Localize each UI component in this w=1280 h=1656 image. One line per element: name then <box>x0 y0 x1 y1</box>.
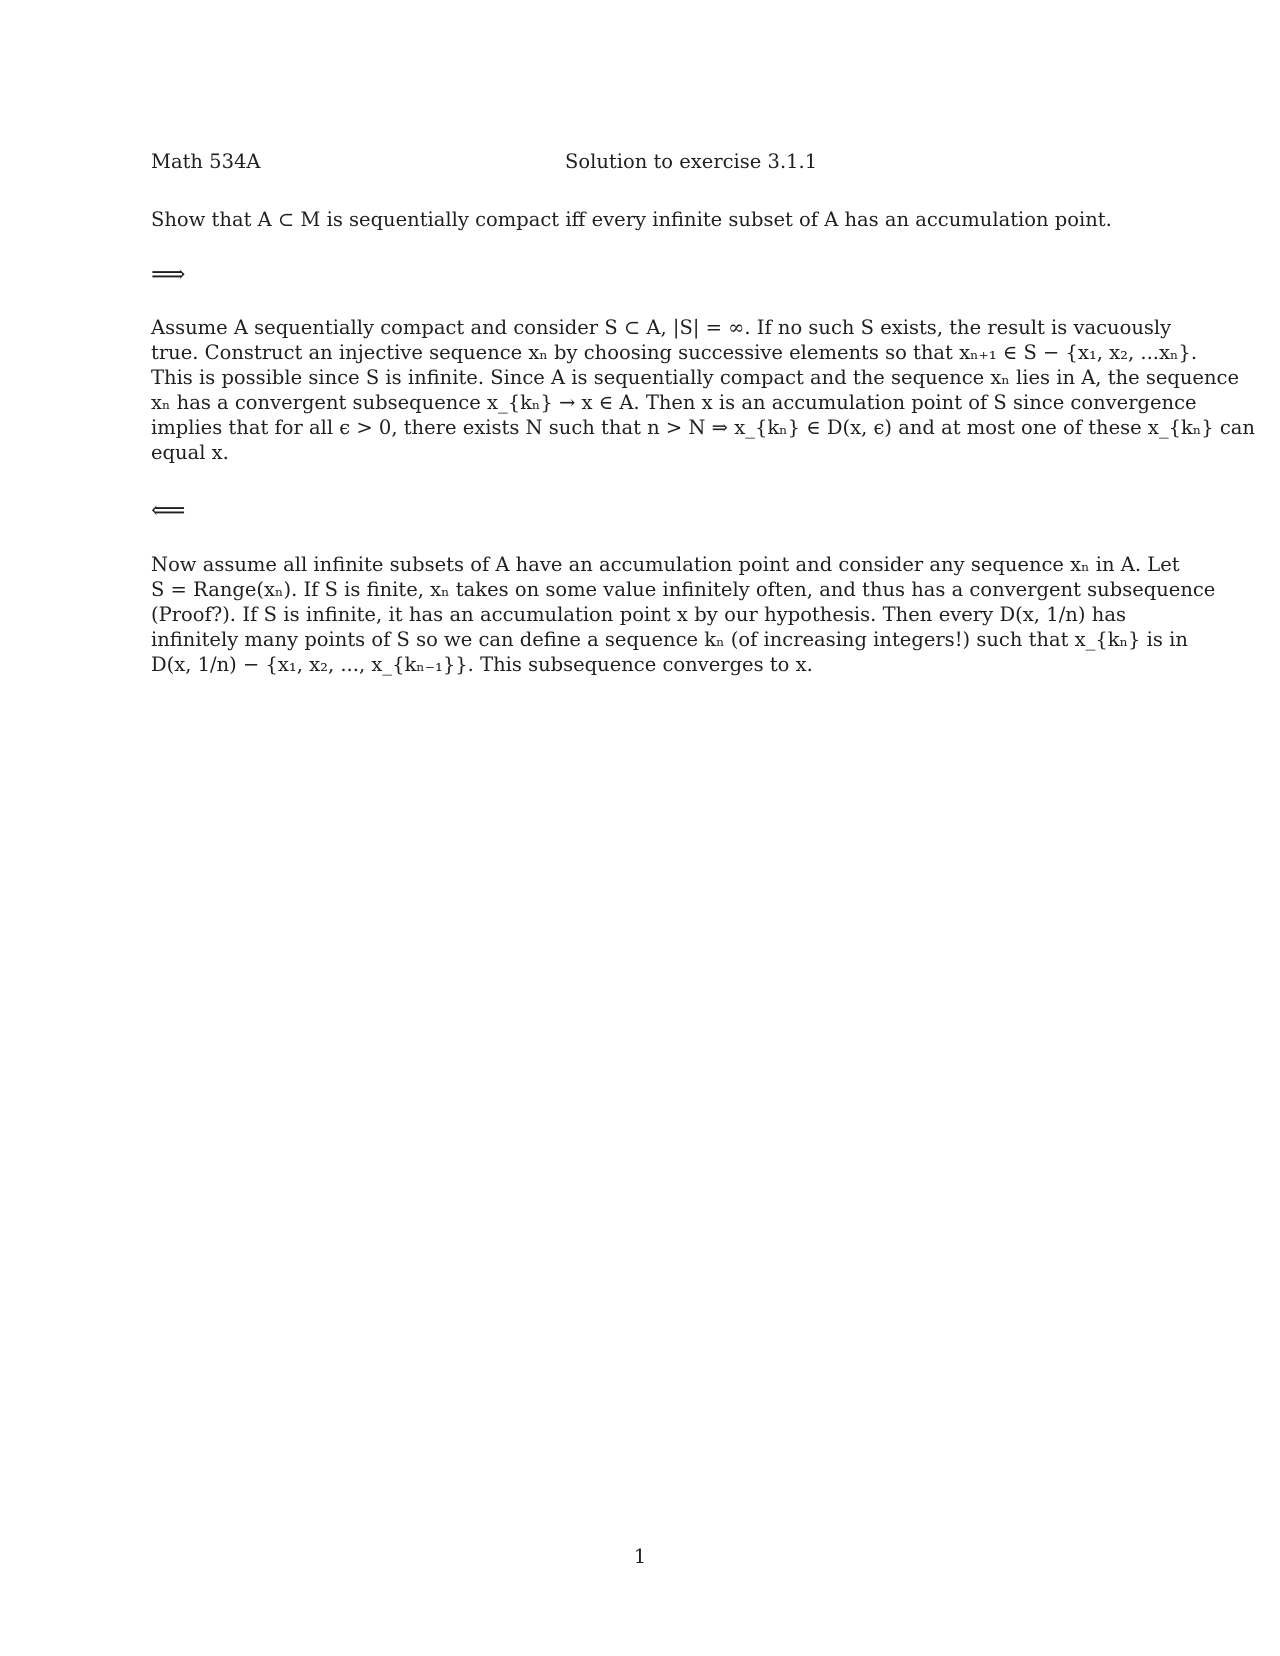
implies-left-arrow: ⟸ <box>151 496 184 524</box>
proof-line: implies that for all ϵ > 0, there exists N such that n > N ⇒ x_{kₙ} ∈ D(x, ϵ) and at most one of these x_{kₙ} can <box>151 416 1255 439</box>
course-name: Math 534A <box>151 150 261 173</box>
proof-line: Assume A sequentially compact and consider S ⊂ A, |S| = ∞. If no such S exists, the result is vacuously <box>151 316 1172 339</box>
page-title: Solution to exercise 3.1.1 <box>565 150 818 173</box>
proof-line: (Proof?). If S is infinite, it has an accumulation point x by our hypothesis. Then every D(x, 1/n) has <box>151 603 1126 626</box>
problem-statement: Show that A ⊂ M is sequentially compact iff every infinite subset of A has an accumulation point. <box>151 208 1112 231</box>
backward-proof-paragraph <box>151 552 1216 677</box>
proof-line: S = Range(xₙ). If S is finite, xₙ takes on some value infinitely often, and thus has a convergent subsequence <box>151 578 1216 601</box>
proof-line: D(x, 1/n) − {x₁, x₂, ..., x_{kₙ₋₁}}. This subsequence converges to x. <box>151 653 813 676</box>
proof-line: This is possible since S is infinite. Since A is sequentially compact and the sequence xₙ lies in A, the sequence <box>151 366 1239 389</box>
proof-line: infinitely many points of S so we can define a sequence kₙ (of increasing integers!) such that x_{kₙ} is in <box>151 628 1188 651</box>
forward-proof-paragraph <box>151 315 1255 465</box>
page-number: 1 <box>633 1545 647 1568</box>
proof-line: Now assume all infinite subsets of A have an accumulation point and consider any sequence xₙ in A. Let <box>151 553 1180 576</box>
proof-line: true. Construct an injective sequence xₙ by choosing successive elements so that xₙ₊₁ ∈ S − {x₁, x₂, ...xₙ}. <box>151 341 1198 364</box>
proof-line: equal x. <box>151 441 229 464</box>
implies-right-arrow: ⟹ <box>151 260 184 288</box>
proof-line: xₙ has a convergent subsequence x_{kₙ} → x ∈ A. Then x is an accumulation point of S since convergence <box>151 391 1197 414</box>
